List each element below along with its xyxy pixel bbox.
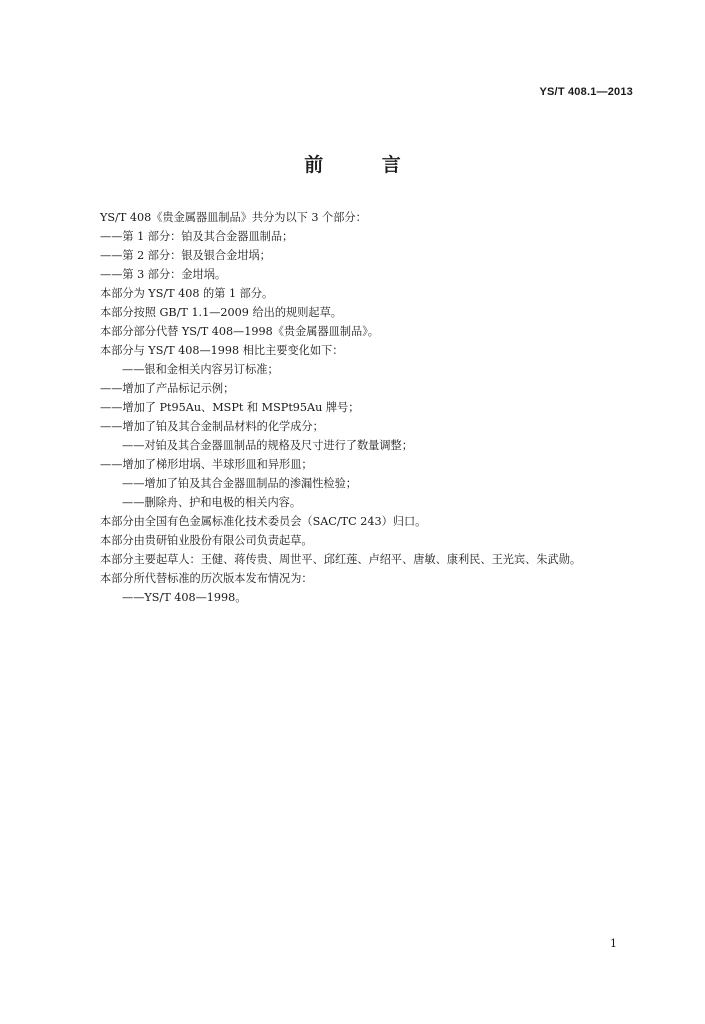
list-item-change-4: ——增加了铂及其合金制品材料的化学成分； — [100, 420, 324, 433]
list-item-change-7: ——增加了铂及其合金器皿制品的渗漏性检验； — [122, 477, 357, 490]
list-item-change-1: ——银和金相关内容另订标准； — [122, 363, 279, 376]
foreword-body — [100, 208, 640, 607]
list-item-part-1: ——第 1 部分：铂及其合金器皿制品； — [100, 230, 294, 243]
paragraph-drafters: 本部分主要起草人：王健、蒋传贵、周世平、邱红莲、卢绍平、唐敏、康利民、王光宾、朱武勋。 — [100, 553, 582, 566]
paragraph-proposed-by: 本部分由全国有色金属标准化技术委员会（SAC/TC 243）归口。 — [100, 515, 427, 528]
paragraph-replaces: 本部分部分代替 YS/T 408—1998《贵金属器皿制品》。 — [100, 325, 379, 338]
paragraph-history-intro: 本部分所代替标准的历次版本发布情况为： — [100, 572, 313, 585]
list-item-change-2: ——增加了产品标记示例； — [100, 382, 235, 395]
paragraph-drafting-rules: 本部分按照 GB/T 1.1—2009 给出的规则起草。 — [100, 306, 342, 319]
page-number: 1 — [610, 937, 617, 950]
paragraph-changes-intro: 本部分与 YS/T 408—1998 相比主要变化如下： — [100, 344, 344, 357]
paragraph-this-part: 本部分为 YS/T 408 的第 1 部分。 — [100, 287, 274, 300]
page-title: 前 言 — [304, 154, 427, 176]
list-item-change-3: ——增加了 Pt95Au、MSPt 和 MSPt95Au 牌号； — [100, 401, 360, 414]
list-item-part-3: ——第 3 部分：金坩埚。 — [100, 268, 227, 281]
paragraph-parts-intro: YS/T 408《贵金属器皿制品》共分为以下 3 个部分： — [100, 211, 367, 224]
list-item-history: ——YS/T 408—1998。 — [122, 591, 247, 604]
list-item-part-2: ——第 2 部分：银及银合金坩埚； — [100, 249, 271, 262]
paragraph-drafted-by: 本部分由贵研铂业股份有限公司负责起草。 — [100, 534, 313, 547]
list-item-change-6: ——增加了梯形坩埚、半球形皿和异形皿； — [100, 458, 313, 471]
list-item-change-5: ——对铂及其合金器皿制品的规格及尺寸进行了数量调整； — [122, 439, 413, 452]
list-item-change-8: ——删除舟、护和电极的相关内容。 — [122, 496, 302, 509]
standard-code-header: YS/T 408.1—2013 — [539, 86, 633, 98]
